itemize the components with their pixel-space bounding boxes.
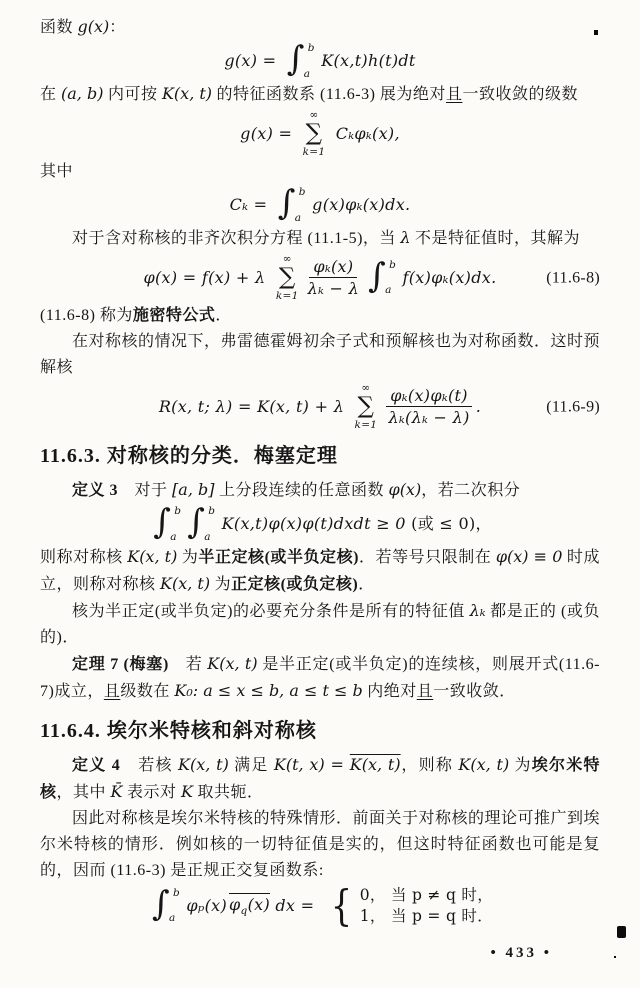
text-run: 施密特公式 [132,307,216,324]
paragraph-nonhomogeneous [40,225,600,252]
limit-upper: b [174,505,182,517]
sigma-sign: ∑ [357,392,375,419]
phi-symbol: φ [229,895,241,915]
integral-limits [385,258,397,296]
section-heading-1164: 11.6.4. 埃尔米特核和斜对称核 [40,720,317,742]
formula-quadratic-integral [40,502,600,543]
formula-orthonormality [40,880,600,930]
text-run: 若 [168,656,208,673]
text-run: ： [109,19,126,36]
limit-upper: b [307,42,315,54]
fraction [386,386,472,427]
limit-upper: ∞ [282,253,292,265]
text-run: 则称对称核 [40,549,128,566]
text-run: 定义 3 [72,482,119,499]
integral-limits [303,42,315,80]
text-run: 且 [416,683,434,700]
text-run: 内绝对 [362,683,417,700]
formula-body: . [475,396,482,416]
text-run: K(x, t) [349,755,401,774]
integral-icon [151,883,181,925]
formula-body: f(x)φₖ(x)dx. [397,267,497,287]
formula-lhs: φ(x) = f(x) + λ [143,267,271,287]
paragraph-resolvent-intro [40,329,600,381]
text-run: 因此对称核是埃尔米特核的特殊情形．前面关于对称核的理论可推广到埃尔米特核的情形．例如核的一切特征值是实的，但这时特征函数也可能是复的，因而 (11.6-3) 是正规正交复函数系: [40,810,601,879]
text-run: φ(x) ≡ 0 [495,547,563,566]
text-run: 都是正的 (或负的)． [40,603,600,646]
integral-icon [153,502,182,543]
paragraph-semidefinite [40,544,600,598]
formula-body: g(x)φₖ(x)dx. [306,195,411,215]
text-run: 函数 [40,19,78,36]
integral-sign: ∫ [277,183,296,223]
text-run: [a, b] [172,480,215,499]
text-run: 满足 [228,757,274,774]
text-run: 若核 [120,757,179,774]
paragraph-eigenvalue-condition [40,598,600,651]
text-run: 是半正定(或半负定)的连续核，则展开式(11.6-7)成立， [40,656,600,700]
text-run: K(t, x) = [273,755,350,774]
limit-lower: k=1 [302,145,326,158]
text-run: 取共轭． [192,784,264,801]
limit-upper: b [389,258,397,271]
sigma-sign: ∑ [305,119,323,146]
integral-icon [286,39,315,80]
text-run: 内可按 [103,86,162,103]
text-run: (a, b) [61,84,104,103]
limit-upper: b [173,886,181,899]
paragraph-definition-3 [40,477,600,504]
limit-lower: k=1 [354,418,378,431]
text-run: ，则称 [400,757,459,774]
text-run: 对于 [118,482,173,499]
text-run: K [181,782,193,801]
page-number: • 433 • [490,945,552,961]
text-run: ． [358,576,375,593]
integral-sign: ∫ [368,255,387,296]
paragraph-intro [40,14,600,41]
text-run: 的特征函数系 (11.6-3) 展为绝对 [212,86,446,103]
paragraph-definition-4 [40,752,600,806]
case-line: 0， 当 p ≠ q 时， [359,886,493,904]
text-run: ．若等号只限制在 [358,549,496,566]
paragraph-hermitian-remark [40,806,600,884]
text-run: 上分段连续的任意函数 [214,482,389,499]
text-run: 且 [103,683,121,700]
limit-lower: a [294,211,302,224]
formula-body: K(x,t)h(t)dt [315,51,416,71]
integral-icon [187,502,216,543]
scan-artifact [617,926,626,938]
text-run: λₖ [469,601,486,620]
text-run: 其中 [40,163,74,180]
text-run: 定义 4 [72,757,121,774]
formula-body: Cₖφₖ(x), [330,123,400,143]
integral-sign: ∫ [153,502,172,542]
summation-icon [355,383,378,430]
text-run: K(x, t) [161,84,213,103]
text-run: 核为半正定(或半负定)的必要充分条件是所有的特征值 [72,603,470,620]
numerator: φₖ(x)φₖ(t) [386,386,472,407]
scan-artifact [614,956,616,958]
text-run: 埃尔米特核 [40,757,600,801]
paragraph-mercer-theorem [40,651,600,705]
text-run: K(x, t) [178,755,229,774]
paragraph-schmidt-name [40,303,600,329]
limit-lower: a [303,67,311,80]
text-run: 一致收敛的级数 [462,86,578,103]
limit-lower: k=1 [275,289,299,302]
integral-limits [170,505,182,543]
limit-lower: a [204,530,211,543]
text-run: 不是特征值时，其解为 [410,230,581,247]
text-run: 一致收敛． [433,683,516,700]
formula-body: K(x,t)φ(x)φ(t)dxdt ≥ 0 [216,514,412,534]
formula-schmidt [40,254,600,301]
text-run: K(x, t) [127,547,178,566]
case-line: 1， 当 p = q 时． [359,906,493,925]
section-heading-1163: 11.6.3. 对称核的分类．梅塞定理 [40,445,338,467]
limit-upper: ∞ [361,382,371,394]
integral-limits [204,505,216,543]
text-run: g(x) [77,17,110,36]
text-run: 对于含对称核的非齐次积分方程 (11.1-5)，当 [72,230,401,247]
summation-icon [303,110,326,157]
overline-conjugate [229,893,270,918]
fraction [308,257,360,298]
summation-icon [276,254,299,301]
text-run: K(x, t) [207,654,258,673]
text-run: 时成立，则称对称核 [40,549,600,593]
integral-limits [169,886,181,925]
formula-body: dx = [270,896,320,915]
text-run: 表示对 [122,784,181,801]
formula-body: φₚ(x) [181,896,228,915]
integral-icon [277,183,306,224]
formula-tail: (或 ≤ 0)， [411,514,492,534]
limit-upper: b [208,505,216,517]
equation-number: (11.6-8) [546,268,600,286]
argument: (x) [247,895,270,915]
left-brace: { [330,880,353,930]
limit-lower: a [385,284,392,296]
cases-column [360,886,493,925]
formula-lhs: R(x, t; λ) = K(x, t) + λ [158,396,350,416]
limit-upper: b [298,186,306,198]
text-run: 且 [445,86,463,103]
text-run: 在对称核的情况下，弗雷德霍姆初余子式和预解核也为对称函数．这时预解核 [40,333,601,376]
text-run: 级数在 [120,683,175,700]
numerator: φₖ(x) [309,257,357,278]
text-run: (11.6-8) 称为 [40,307,133,324]
formula-series-expansion [40,110,600,157]
text-run: 为 [509,757,532,774]
text-run: K̄ [110,782,123,801]
text-run: 定理 7 (梅塞) [72,656,169,673]
text-run: ． [215,307,232,324]
limit-lower: a [170,530,177,543]
text-run: K(x, t) [458,755,510,774]
paragraph-expansion [40,81,600,108]
formula-lhs: g(x) = [224,51,282,71]
text-run: 为 [177,549,199,566]
text-run: ，若二次积分 [421,482,521,499]
limit-upper: ∞ [309,109,319,121]
integral-sign: ∫ [151,883,170,924]
formula-lhs: Cₖ = [229,195,273,215]
paragraph-where [40,159,600,185]
sigma-sign: ∑ [278,263,296,290]
text-run: K(x, t) [160,574,211,593]
integral-sign: ∫ [286,39,305,79]
limit-lower: a [169,912,176,925]
text-run: φ(x) [388,480,422,499]
formula-lhs: g(x) = [240,123,298,143]
integral-sign: ∫ [187,502,206,542]
text-run: 为 [210,576,232,593]
formula-g-definition [40,39,600,80]
scan-artifact [594,30,598,35]
text-run: 正定核(或负定核) [231,576,359,593]
cases-bracket [328,880,493,930]
denominator: λₖ − λ [307,279,360,298]
text-run: 半正定核(或半负定核) [198,549,359,566]
equation-number: (11.6-9) [546,397,600,415]
denominator: λₖ(λₖ − λ) [388,408,470,427]
text-run: K₀: a ≤ x ≤ b, a ≤ t ≤ b [174,681,363,700]
formula-coefficient [40,183,600,224]
integral-limits [294,186,306,224]
text-run: ，其中 [56,784,111,801]
integral-icon [368,255,397,296]
text-run: 在 [40,86,62,103]
formula-resolvent [40,383,600,430]
subscript-q: q [240,905,248,918]
text-run: λ [400,228,411,247]
